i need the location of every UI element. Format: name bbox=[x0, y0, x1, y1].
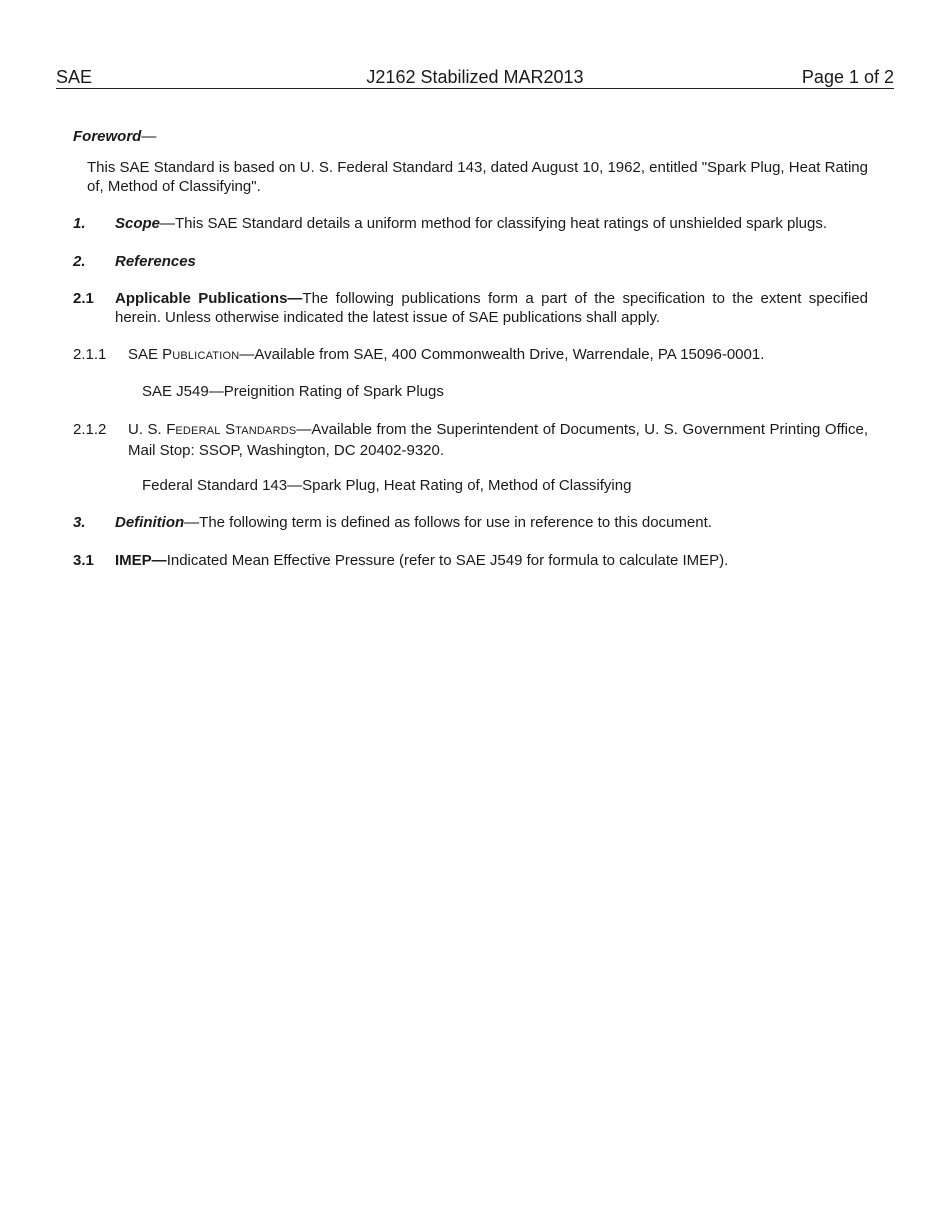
definition-paragraph bbox=[115, 513, 875, 532]
references-number: 2. bbox=[73, 253, 86, 270]
fed-std-heading-b: EDERAL bbox=[175, 425, 221, 437]
scope-paragraph bbox=[115, 214, 875, 233]
imep-text: Indicated Mean Effective Pressure (refer to SAE J549 for formula to calculate IMEP). bbox=[166, 552, 729, 569]
foreword-dash: — bbox=[141, 128, 157, 145]
sae-pub-text: —Available from SAE, 400 Commonwealth Drive, Warrendale, PA 15096-0001. bbox=[239, 346, 765, 363]
sae-pub-item: SAE J549—Preignition Rating of Spark Plugs bbox=[142, 383, 444, 400]
fed-std-heading-a: U. S. F bbox=[128, 421, 176, 438]
scope-text: —This SAE Standard details a uniform method for classifying heat ratings of unshielded spark plugs. bbox=[160, 215, 828, 232]
definition-number: 3. bbox=[73, 514, 86, 531]
fed-std-item: Federal Standard 143—Spark Plug, Heat Rating of, Method of Classifying bbox=[142, 477, 632, 494]
foreword-text: This SAE Standard is based on U. S. Federal Standard 143, dated August 10, 1962, entitled "Spark Plug, Heat Rating of, Method of Classifying". bbox=[87, 159, 868, 195]
page-header bbox=[56, 66, 894, 89]
foreword-heading bbox=[73, 127, 156, 146]
sae-pub-paragraph bbox=[128, 345, 868, 366]
definition-heading: Definition bbox=[115, 514, 185, 531]
fed-std-text: —Available from the Superintendent of Documents, U. S. Government Printing Office, Mail Stop: SSOP, Washington, DC 20402-9320. bbox=[128, 421, 868, 459]
fed-std-heading-d: TANDARDS bbox=[235, 425, 297, 437]
scope-number: 1. bbox=[73, 215, 86, 232]
definition-text: —The following term is defined as follows for use in reference to this document. bbox=[184, 514, 712, 531]
applicable-paragraph bbox=[115, 289, 868, 327]
fed-std-paragraph bbox=[128, 420, 868, 460]
header-doc-id: J2162 Stabilized MAR2013 bbox=[366, 67, 584, 87]
applicable-heading: Applicable Publications— bbox=[115, 290, 303, 307]
applicable-number: 2.1 bbox=[73, 290, 94, 307]
references-heading: References bbox=[115, 253, 196, 270]
foreword-title: Foreword bbox=[73, 128, 142, 145]
fed-std-heading-c: S bbox=[220, 421, 236, 438]
applicable-text: The following publications form a part of the specification to the extent specified herein. Unless otherwise indicated the latest issue of SAE publications shall apply. bbox=[115, 290, 868, 326]
imep-number: 3.1 bbox=[73, 552, 94, 569]
sae-pub-heading-b: UBLICATION bbox=[172, 350, 240, 362]
imep-paragraph bbox=[115, 551, 875, 570]
imep-heading: IMEP— bbox=[115, 552, 167, 569]
scope-heading: Scope bbox=[115, 215, 161, 232]
sae-pub-heading-a: SAE P bbox=[128, 346, 173, 363]
sae-pub-number: 2.1.1 bbox=[73, 346, 107, 363]
header-page-number: Page 1 of 2 bbox=[801, 67, 894, 87]
header-org: SAE bbox=[56, 67, 93, 87]
fed-std-number: 2.1.2 bbox=[73, 421, 107, 438]
